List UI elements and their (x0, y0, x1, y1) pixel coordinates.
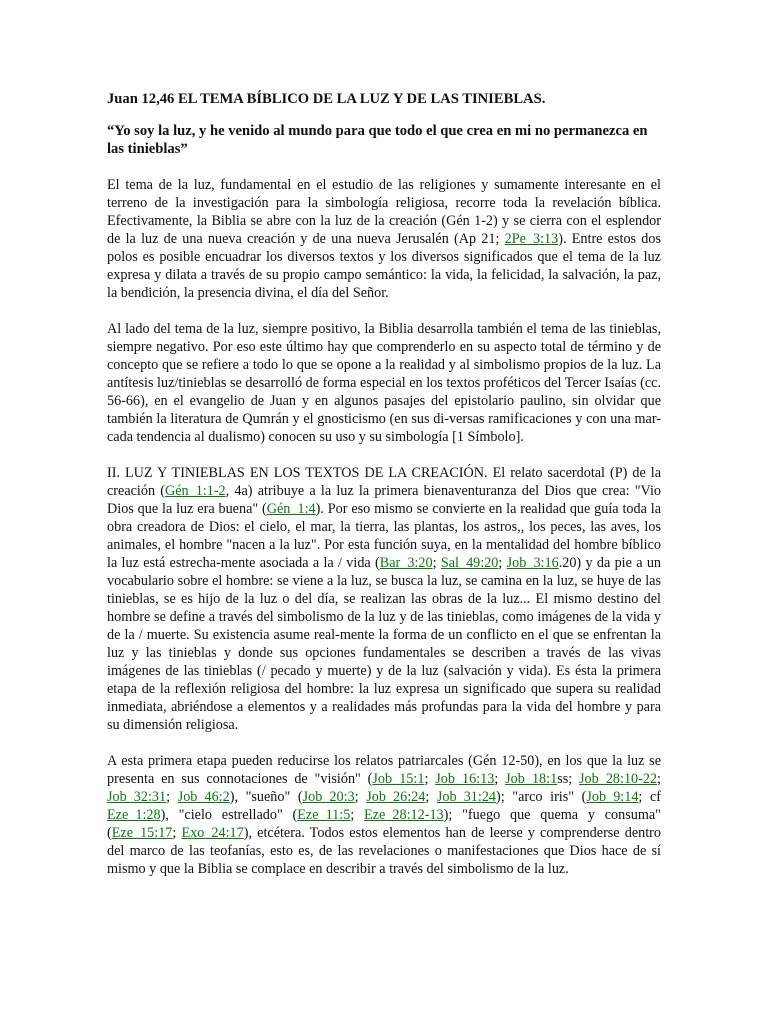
paragraph-text: ; (424, 771, 436, 787)
paragraph-text: ). Entre estos dos polos es posible encuadrar los diversos textos y los diversos significados que el tema de la luz expresa y dilata a través de su propio campo semántico: la vida, la felicidad, la salvación, la paz, la bendición, la presencia divina, el día del Señor. (107, 231, 661, 301)
paragraph-text: ; (354, 789, 367, 805)
scripture-reference-link[interactable]: Eze_28:12-13 (364, 807, 444, 823)
scripture-reference-link[interactable]: Job_28:10-22 (579, 771, 658, 787)
paragraph-text: ; cf (638, 789, 661, 805)
paragraph-text: .20) y da pie a un vocabulario sobre el hombre: se viene a la luz, se busca la luz, se camina en la luz, se huye de las tinieblas, se es hijo de la luz o del día, se realizan las obras de la luz... El mismo destino del hombre se define a través del simbolismo de la luz y de las tinieblas, como imágenes de la vida y de la / muerte. Su existencia asume real-mente la forma de un conflicto en el que se enfrentan la luz y las tinieblas y donde sus opciones fundamentales se describen a través de las vivas imágenes de las tinieblas (/ pecado y muerte) y de la luz (salvación y vida). Es ésta la primera etapa de la reflexión religiosa del hombre: la luz expresa un significado que supera su realidad inmediata, abriéndose a elementos y a realidades más profundas para la vida del hombre y para su dimensión religiosa. (107, 555, 662, 733)
paragraph-text: ), "cielo estrellado" ( (160, 807, 298, 823)
scripture-reference-link[interactable]: Sal_49:20 (440, 555, 499, 571)
scripture-reference-link[interactable]: Job_46:2 (177, 789, 230, 805)
scripture-reference-link[interactable]: Job_18:1 (505, 771, 558, 787)
paragraph-1 (107, 176, 661, 302)
paragraph-text: A esta primera etapa pueden reducirse los relatos patriarcales (Gén 12-50), en los que la luz se presenta en sus connotaciones de "visión" ( (107, 753, 661, 787)
scripture-reference-link[interactable]: Job_9:14 (586, 789, 639, 805)
scripture-reference-link[interactable]: Job_15:1 (372, 771, 425, 787)
paragraph-2 (107, 320, 661, 446)
scripture-reference-link[interactable]: Job_16:13 (435, 771, 495, 787)
scripture-reference-link[interactable]: 2Pe_3:13 (504, 231, 559, 247)
scripture-reference-link[interactable]: Exo_24:17 (181, 825, 244, 841)
scripture-reference-link[interactable]: Job_26:24 (366, 789, 426, 805)
scripture-reference-link[interactable]: Gén_1:1-2 (164, 483, 226, 499)
paragraph-text: ), etcétera. Todos estos elementos han de leerse y comprenderse dentro del marco de las teofanías, esto es, de las revelaciones o manifestaciones que Dios hace de sí mismo y que la Biblia se complace en describir a través del simbolismo de la luz. (107, 825, 661, 877)
paragraph-text: ), "sueño" ( (229, 789, 303, 805)
paragraph-text: ; (172, 825, 182, 841)
paragraph-text: ; (657, 771, 661, 787)
paragraph-text: ; (432, 555, 441, 571)
paragraph-text: ; (166, 789, 178, 805)
paragraph-text: ; (494, 771, 506, 787)
paragraph-text: Al lado del tema de la luz, siempre positivo, la Biblia desarrolla también el tema de las tinieblas, siempre negativo. Por eso este último hay que comprenderlo en su aspecto total de término y de concepto que se refiere a todo lo que se opone a la realidad y al simbolismo propios de la luz. La antítesis luz/tinieblas se desarrolló de forma especial en los textos proféticos del Tercer Isaías (cc. 56-66), en el evangelio de Juan y en algunos pasajes del epistolario paulino, sin olvidar que también la literatura de Qumrán y el gnosticismo (en sus di-versas ramificaciones y con una mar-cada tendencia al dualismo) conocen su uso y su simbología [1 Símbolo]. (107, 321, 661, 445)
scripture-reference-link[interactable]: Job_32:31 (107, 789, 167, 805)
scripture-reference-link[interactable]: Eze_15:17 (111, 825, 173, 841)
paragraph-text: ss; (557, 771, 580, 787)
paragraph-text: ). Por eso mismo se convierte en la realidad que guía toda la obra creadora de Dios: el cielo, el mar, la tierra, las plantas, los astros,, los peces, las aves, los animales, el hombre "nacen a la luz". Por esta función suya, en la mentalidad del hombre bíblico la luz está estrecha-mente asociada a la / vida ( (107, 501, 661, 571)
epigraph-quote: “Yo soy la luz, y he venido al mundo para que todo el que crea en mi no permanezca en las tinieblas” (107, 123, 648, 157)
document-title: Juan 12,46 EL TEMA BÍBLICO DE LA LUZ Y DE LAS TINIEBLAS. (107, 91, 546, 107)
paragraph-text: ); "fuego que quema y consuma" ( (107, 807, 661, 841)
scripture-reference-link[interactable]: Gén_1:4 (266, 501, 316, 517)
scripture-reference-link[interactable]: Job_3:16 (506, 555, 559, 571)
scripture-reference-link[interactable]: Job_20:3 (302, 789, 355, 805)
scripture-reference-link[interactable]: Bar_3:20 (379, 555, 433, 571)
paragraph-text: El tema de la luz, fundamental en el estudio de las religiones y sumamente interesante en el terreno de la investigación para la simbología religiosa, recorre toda la revelación bíblica. Efectivamente, la Biblia se abre con la luz de la creación (Gén 1-2) y se cierra con el esplendor de la luz de una nueva creación y de una nueva Jerusalén (Ap 21; (107, 177, 661, 247)
paragraph-3 (107, 464, 661, 734)
paragraph-text: ; (350, 807, 365, 823)
paragraph-text: ; (498, 555, 507, 571)
paragraph-text: ; (425, 789, 437, 805)
paragraph-text: II. LUZ Y TINIEBLAS EN LOS TEXTOS DE LA CREACIÓN. El relato sacerdotal (P) de la creación ( (107, 465, 661, 499)
paragraph-text: ); "arco iris" ( (496, 789, 587, 805)
scripture-reference-link[interactable]: Eze_11:5 (297, 807, 351, 823)
paragraph-text: , 4a) atribuye a la luz la primera bienaventuranza del Dios que crea: "Vio Dios que la luz era buena" ( (107, 483, 661, 517)
paragraph-4 (107, 752, 661, 878)
scripture-reference-link[interactable]: Job_31:24 (436, 789, 497, 805)
scripture-reference-link[interactable]: Eze_1:28 (107, 807, 161, 823)
